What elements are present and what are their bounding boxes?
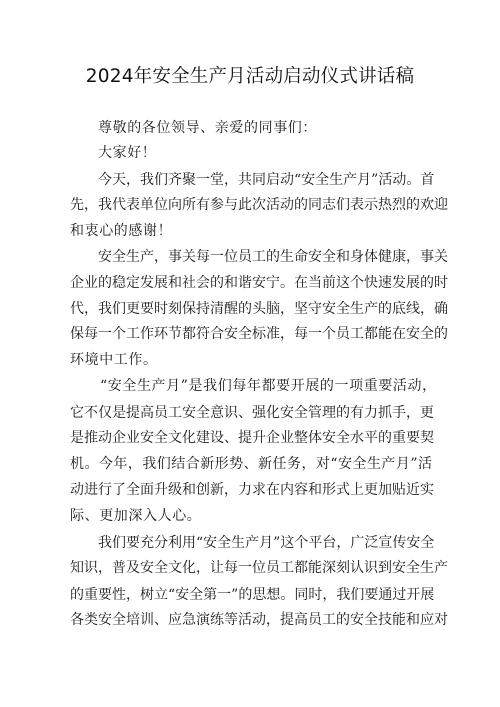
paragraph-line: 和衷心的感谢！ (70, 223, 173, 239)
paragraph-line: 机。今年，我们结合新形势、新任务，对“安全生产月”活 (70, 456, 432, 472)
paragraph-line: 动进行了全面升级和创新，力求在内容和形式上更加贴近实 (70, 482, 434, 498)
paragraph-line: 各类安全培训、应急演练等活动，提高员工的安全技能和应对 (70, 612, 448, 628)
paragraph-line: 先，我代表单位向所有参与此次活动的同志们表示热烈的欢迎 (70, 197, 448, 213)
paragraph-line: 环境中工作。 (70, 352, 158, 368)
greeting-line: 大家好！ (98, 145, 157, 161)
paragraph-line: “安全生产月”是我们每年都要开展的一项重要活动， (100, 378, 437, 394)
paragraph-line: 今天，我们齐聚一堂，共同启动“安全生产月”活动。首 (98, 172, 435, 188)
document-title: 2024年安全生产月活动启动仪式讲话稿 (85, 66, 415, 87)
paragraph-line: 的重要性，树立“安全第一”的思想。同时，我们要通过开展 (70, 587, 435, 603)
paragraph-line: 我们要充分利用“安全生产月”这个平台，广泛宣传安全 (98, 535, 435, 551)
paragraph-line: 是推动企业安全文化建设、提升企业整体安全水平的重要契 (70, 430, 434, 446)
paragraph-line: 它不仅是提高员工安全意识、强化安全管理的有力抓手，更 (70, 405, 434, 421)
paragraph-line: 企业的稳定发展和社会的和谐安宁。在当前这个快速发展的时 (70, 275, 448, 291)
paragraph-line: 代，我们更要时刻保持清醒的头脑，坚守安全生产的底线，确 (70, 301, 448, 317)
salutation-line: 尊敬的各位领导、亲爱的同事们： (98, 120, 317, 136)
paragraph-line: 保每一个工作环节都符合安全标准，每一个员工都能在安全的 (70, 326, 448, 342)
paragraph-line: 知识，普及安全文化，让每一位员工都能深刻认识到安全生产 (70, 560, 448, 576)
paragraph-line: 安全生产，事关每一位员工的生命安全和身体健康，事关 (98, 249, 448, 265)
paragraph-line: 际、更加深入人心。 (70, 508, 202, 524)
